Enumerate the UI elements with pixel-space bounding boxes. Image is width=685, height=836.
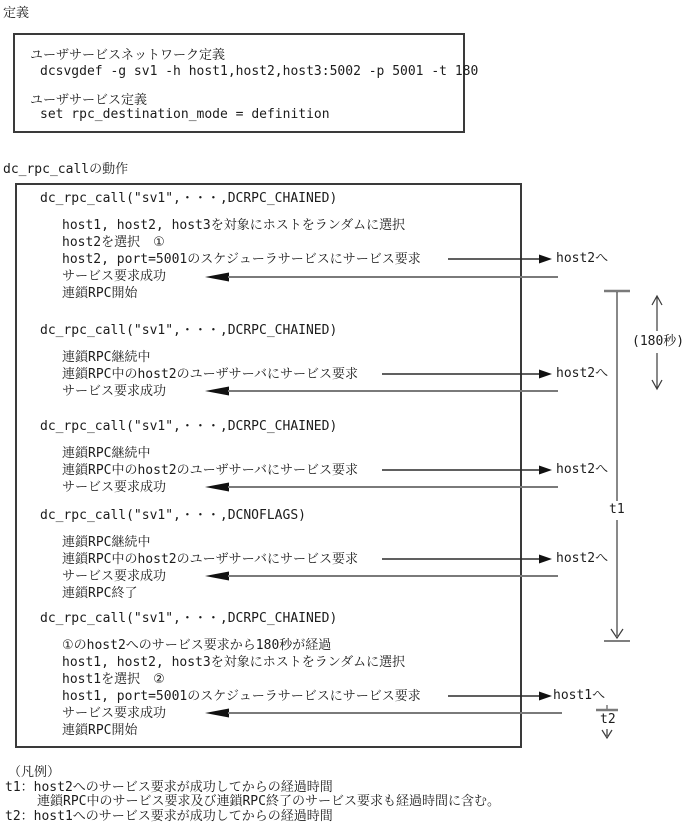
elapsed-180s-label: (180秒)	[632, 334, 685, 349]
step-line: 連鎖RPC開始	[62, 286, 138, 301]
legend-t1-line: t1：host2へのサービス要求が成功してからの経過時間	[5, 780, 333, 795]
rpc-call-section-2	[40, 322, 358, 400]
rpc-call-section-1	[40, 190, 421, 302]
step-line: サービス要求成功	[62, 706, 167, 721]
step-line: 連鎖RPC継続中	[62, 446, 151, 461]
step-line: ①のhost2へのサービス要求から180秒が経過	[62, 638, 332, 653]
behavior-title: dc_rpc_callの動作	[3, 162, 129, 177]
step-line: サービス要求成功	[62, 569, 167, 584]
rpc-call-section-5	[40, 610, 421, 739]
rpc-call-section-4	[40, 507, 358, 602]
step-line: サービス要求成功	[62, 269, 167, 284]
service-definition-command: set rpc_destination_mode = definition	[40, 107, 330, 122]
rpc-call-signature: dc_rpc_call("sv1",・・・,DCRPC_CHAINED)	[40, 323, 338, 338]
step-line: サービス要求成功	[62, 384, 167, 399]
arrow-target-label-5: host1へ	[553, 688, 606, 703]
t2-label: t2	[600, 712, 616, 727]
legend-heading: （凡例）	[8, 765, 61, 780]
step-line: host1, port=5001のスケジューラサービスにサービス要求	[62, 689, 421, 704]
t1-label: t1	[609, 502, 625, 517]
legend-t2-line: t2：host1へのサービス要求が成功してからの経過時間	[5, 809, 333, 824]
step-line: 連鎖RPC中のhost2のユーザサーバにサービス要求	[62, 367, 358, 382]
rpc-call-section-3	[40, 418, 358, 496]
step-line: サービス要求成功	[62, 480, 167, 495]
step-line: 連鎖RPC中のhost2のユーザサーバにサービス要求	[62, 463, 358, 478]
service-definition-title: ユーザサービス定義	[30, 93, 148, 108]
step-line: host2, port=5001のスケジューラサービスにサービス要求	[62, 252, 421, 267]
arrow-target-label-3: host2へ	[556, 462, 609, 477]
step-line: 連鎖RPC継続中	[62, 350, 151, 365]
network-definition-command: dcsvgdef -g sv1 -h host1,host2,host3:5002 -p 5001 -t 180	[40, 64, 479, 79]
arrow-target-label-4: host2へ	[556, 551, 609, 566]
rpc-call-signature: dc_rpc_call("sv1",・・・,DCRPC_CHAINED)	[40, 419, 338, 434]
network-definition-title: ユーザサービスネットワーク定義	[30, 48, 226, 63]
step-line: 連鎖RPC開始	[62, 723, 138, 738]
step-line: 連鎖RPC継続中	[62, 535, 151, 550]
arrow-target-label-2: host2へ	[556, 366, 609, 381]
step-line: host2を選択 ①	[62, 235, 165, 250]
step-line: host1を選択 ②	[62, 672, 165, 687]
step-line: host1, host2, host3を対象にホストをランダムに選択	[62, 218, 406, 233]
rpc-call-signature: dc_rpc_call("sv1",・・・,DCRPC_CHAINED)	[40, 191, 338, 206]
definition-box	[13, 33, 479, 133]
definition-title: 定義	[3, 6, 30, 21]
step-line: 連鎖RPC終了	[62, 586, 138, 601]
legend-t1-note: 連鎖RPC中のサービス要求及び連鎖RPC終了のサービス要求も経過時間に含む。	[37, 794, 500, 809]
step-line: 連鎖RPC中のhost2のユーザサーバにサービス要求	[62, 552, 358, 567]
arrow-target-label-1: host2へ	[556, 251, 609, 266]
rpc-call-signature: dc_rpc_call("sv1",・・・,DCNOFLAGS)	[40, 508, 306, 523]
rpc-call-signature: dc_rpc_call("sv1",・・・,DCRPC_CHAINED)	[40, 611, 338, 626]
step-line: host1, host2, host3を対象にホストをランダムに選択	[62, 655, 406, 670]
